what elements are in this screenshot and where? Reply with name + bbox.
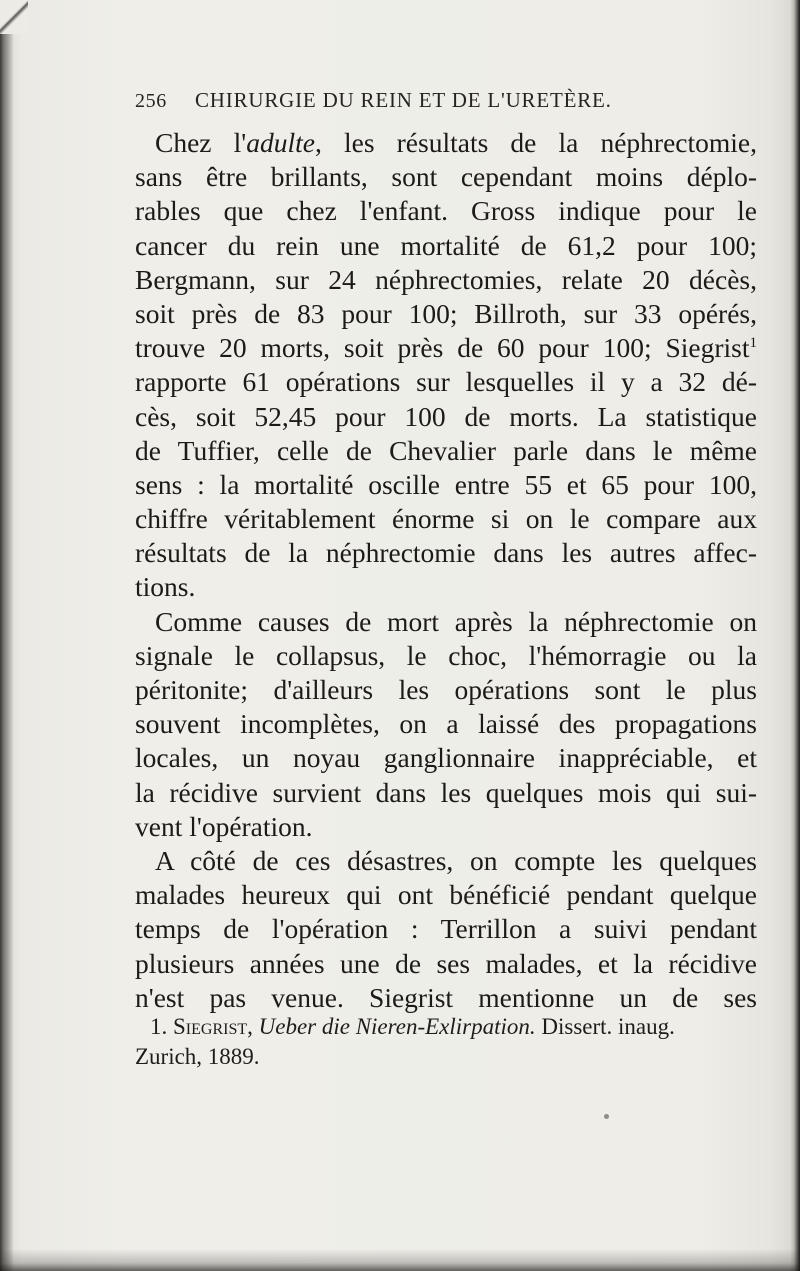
- text-line: sans être brillants, sont cependant moins déplo-: [135, 161, 757, 193]
- emphasis: adulte: [246, 127, 315, 158]
- book-page: [135, 88, 757, 1015]
- text-line: A côté de ces désastres, on compte les quelques: [155, 844, 757, 876]
- text-line: péritonite; d'ailleurs les opérations sont le plus: [135, 674, 757, 705]
- text-line: malades heureux qui ont bénéficié pendant quelque: [135, 879, 757, 911]
- text-line: Chez l'adulte, les résultats de la néphrectomie,: [155, 127, 757, 158]
- text-line: signale le collapsus, le choc, l'hémorragie ou la: [135, 639, 757, 671]
- text-line: rables que chez l'enfant. Gross indique pour le: [135, 195, 757, 227]
- running-head-title: CHIRURGIE DU REIN ET DE L'URETÈRE.: [195, 88, 612, 112]
- footnote-work-title: Ueber die Nieren-Exlirpation.: [258, 1014, 536, 1039]
- text-line: cancer du rein une mortalité de 61,2 pour 100;: [135, 229, 757, 261]
- text-line: la récidive survient dans les quelques mois qui sui-: [135, 776, 757, 808]
- body-text: [135, 126, 757, 1015]
- text-line: vent l'opération.: [135, 810, 313, 842]
- footnote: [135, 1012, 765, 1072]
- text-line: rapporte 61 opérations sur lesquelles il y a 32 dé-: [135, 366, 757, 398]
- footnote-author: Siegrist: [173, 1014, 248, 1039]
- text-line: tions.: [135, 571, 196, 603]
- text-line: sens : la mortalité oscille entre 55 et 65 pour 100,: [135, 468, 757, 500]
- footnote-number: 1.: [150, 1014, 168, 1039]
- text-line: cès, soit 52,45 pour 100 de morts. La statistique: [135, 400, 757, 432]
- page-edge-shadow: [790, 0, 800, 1271]
- text-line: trouve 20 morts, soit près de 60 pour 100; Siegrist$^1$: [135, 332, 757, 364]
- running-head: [135, 88, 757, 118]
- page-corner: [0, 0, 28, 34]
- footnote-reference: 1: [749, 334, 757, 351]
- text-line: locales, un noyau ganglionnaire inappréciable, et: [135, 742, 757, 774]
- page-number: 256: [135, 90, 167, 112]
- text-line: Comme causes de mort après la néphrectomie on: [155, 605, 757, 637]
- text-line: plusieurs années une de ses malades, et la récidive: [135, 947, 757, 979]
- text-line: temps de l'opération : Terrillon a suivi pendant: [135, 913, 757, 945]
- footnote-line: 1. Siegrist, Ueber die Nieren-Exlirpation. Dissert. inaug.: [150, 1014, 675, 1039]
- bottom-edge-shadow: [0, 1249, 800, 1271]
- text-line: de Tuffier, celle de Chevalier parle dans le même: [135, 434, 757, 466]
- ink-speck: [604, 1114, 609, 1119]
- text-line: Bergmann, sur 24 néphrectomies, relate 20 décès,: [135, 263, 757, 295]
- footnote-details: Dissert. inaug.: [541, 1014, 675, 1039]
- text-line: n'est pas venue. Siegrist mentionne un de ses: [135, 981, 757, 1013]
- text-line: résultats de la néphrectomie dans les autres affec-: [135, 537, 757, 569]
- footnote-place-year: Zurich, 1889.: [135, 1044, 260, 1069]
- text-line: chiffre véritablement énorme si on le compare aux: [135, 503, 757, 535]
- text-line: souvent incomplètes, on a laissé des propagations: [135, 708, 757, 740]
- text-line: soit près de 83 pour 100; Billroth, sur 33 opérés,: [135, 297, 757, 329]
- binding-shadow: [0, 0, 14, 1271]
